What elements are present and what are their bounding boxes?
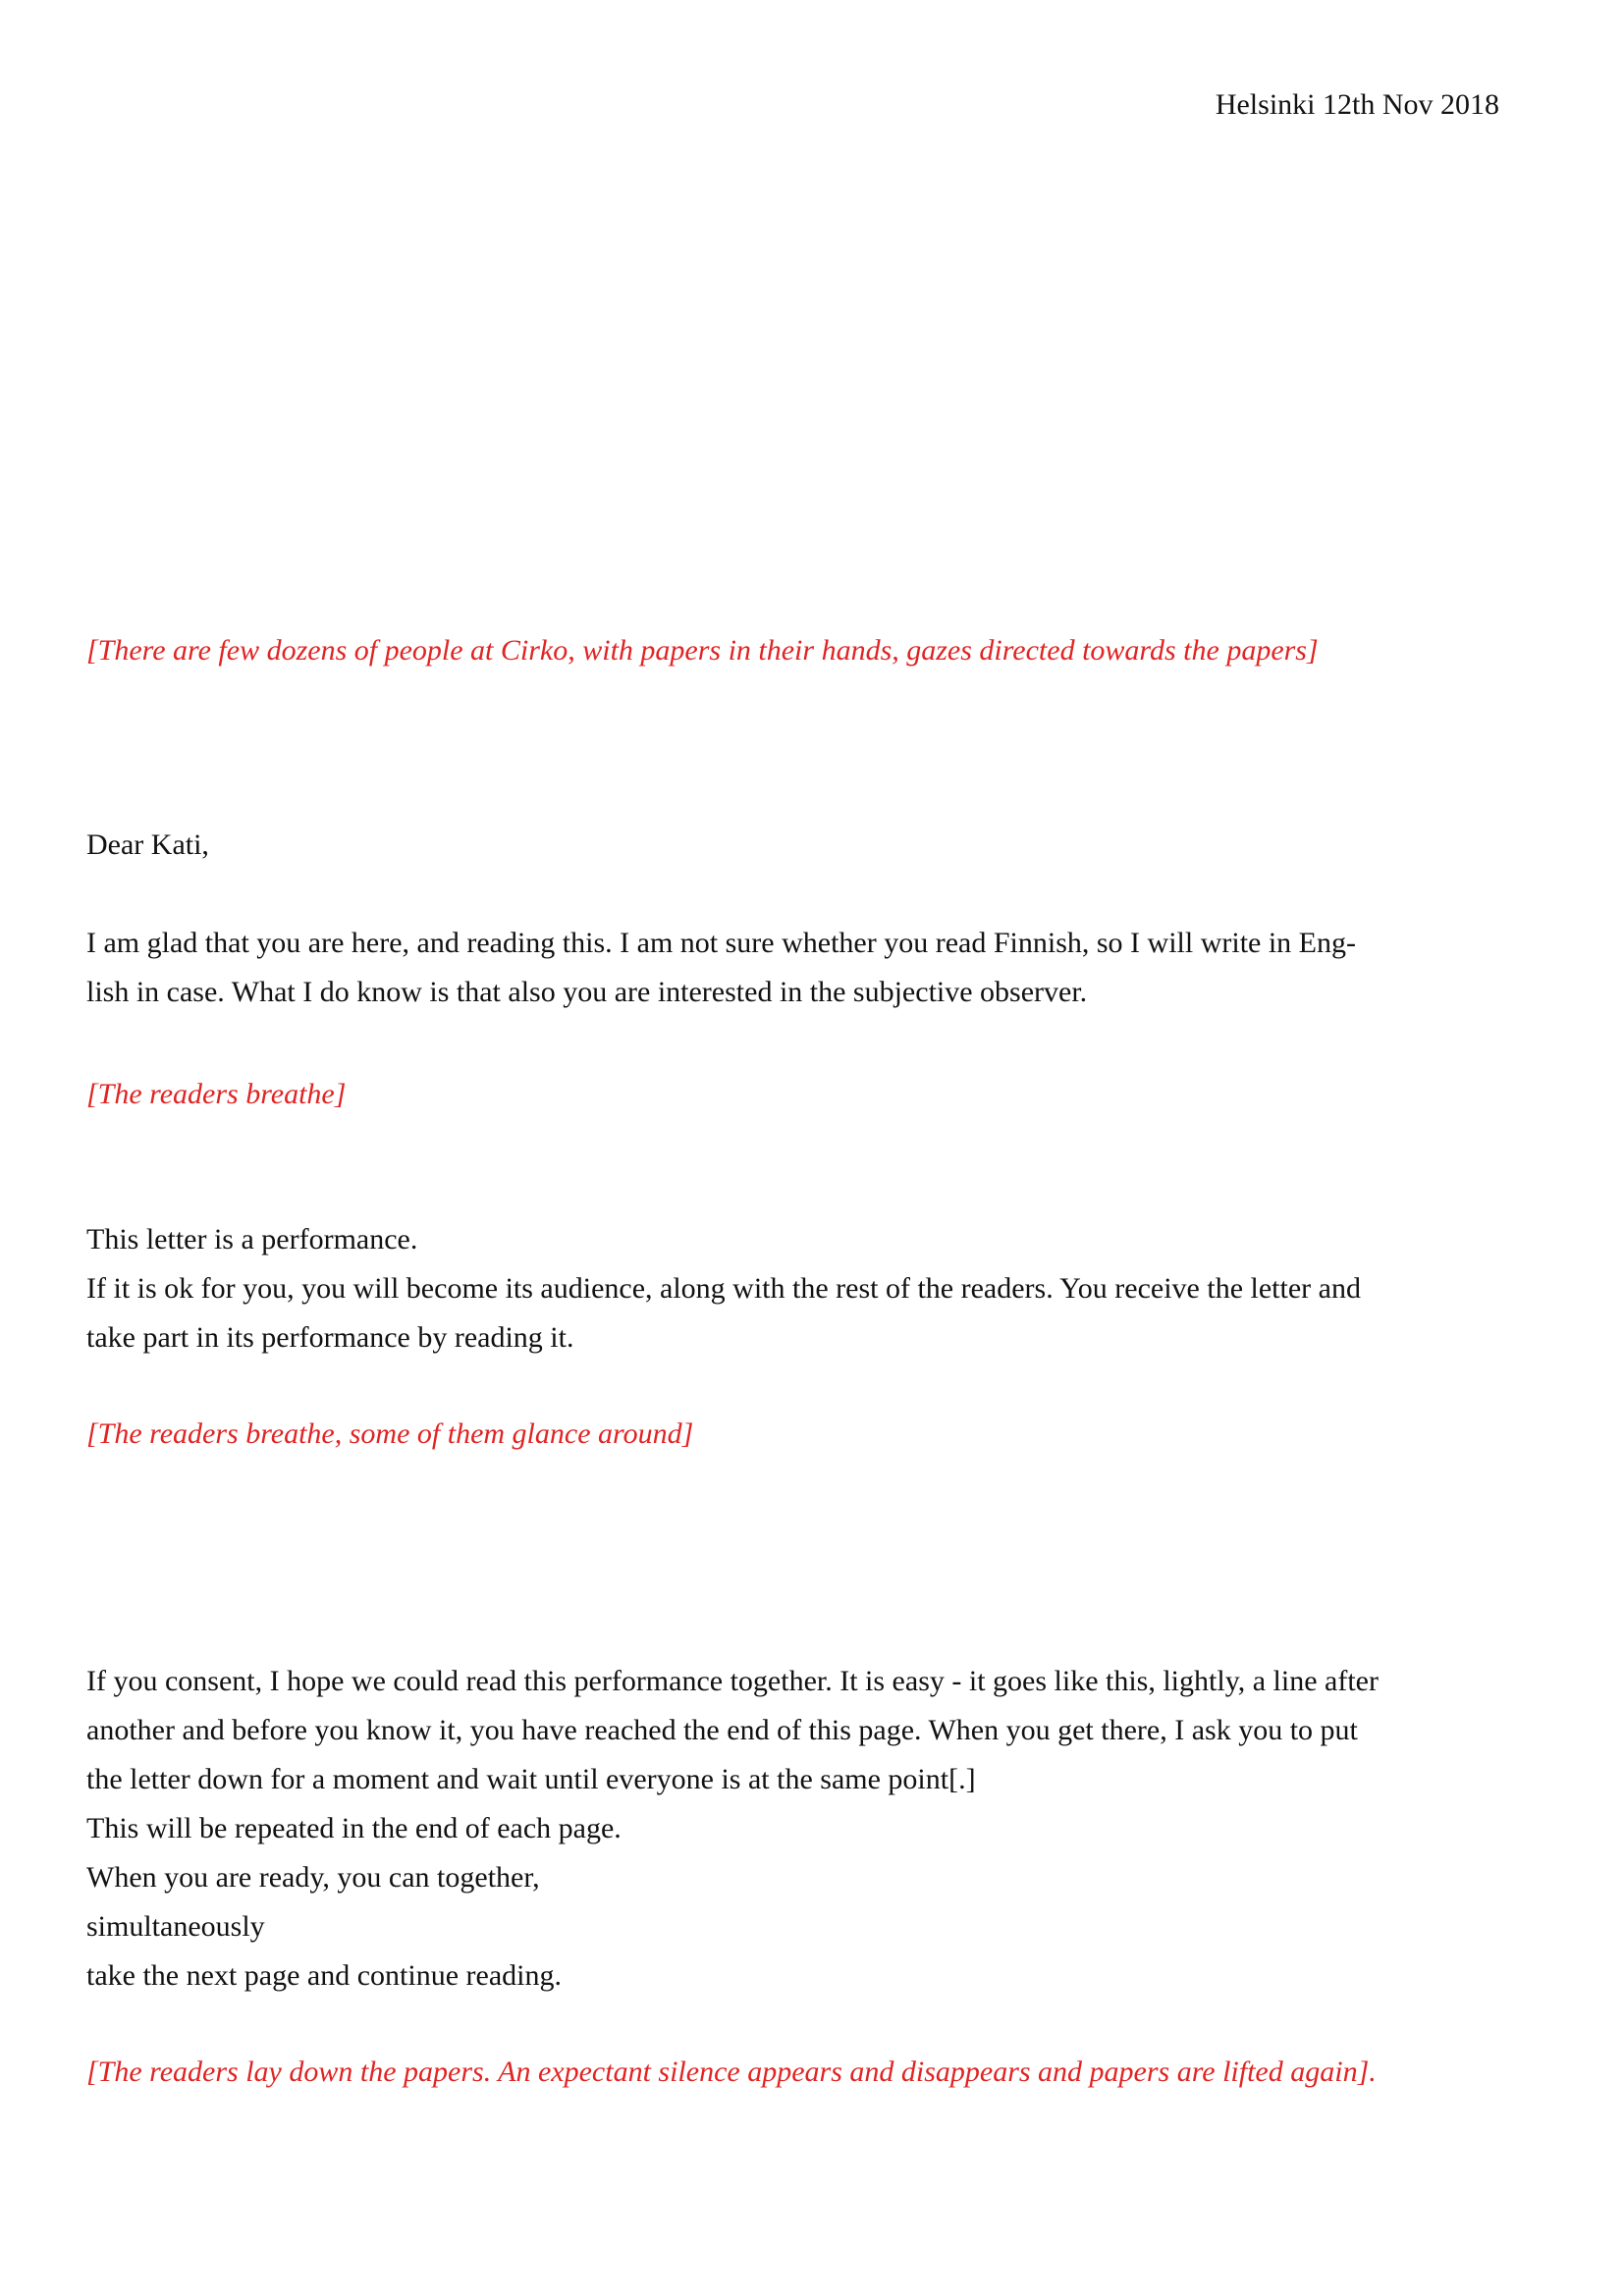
paragraph-line: simultaneously [86, 1910, 265, 1943]
paragraph-line: another and before you know it, you have reached the end of this page. When you get there, I ask you to put [86, 1714, 1358, 1746]
paragraph-line: When you are ready, you can together, [86, 1861, 540, 1894]
paragraph-line: the letter down for a moment and wait until everyone is at the same point[.] [86, 1763, 976, 1795]
paragraph-line: lish in case. What I do know is that also you are interested in the subjective observer. [86, 976, 1088, 1008]
paragraph-line: take the next page and continue reading. [86, 1959, 562, 1992]
paragraph-2 [86, 1215, 1516, 1362]
paragraph-line: If it is ok for you, you will become its audience, along with the rest of the readers. You receive the letter and [86, 1272, 1361, 1305]
paragraph-1 [86, 919, 1516, 1017]
paragraph-line: This letter is a performance. [86, 1223, 418, 1255]
paragraph-line: take part in its performance by reading it. [86, 1321, 574, 1354]
stage-direction-3: [The readers breathe, some of them glance around] [86, 1417, 694, 1450]
paragraph-3 [86, 1657, 1516, 2001]
paragraph-line: I am glad that you are here, and reading this. I am not sure whether you read Finnish, so I will write in Eng- [86, 927, 1356, 959]
paragraph-line: If you consent, I hope we could read this performance together. It is easy - it goes like this, lightly, a line after [86, 1665, 1379, 1697]
stage-direction-1: [There are few dozens of people at Cirko, with papers in their hands, gazes directed towards the papers] [86, 634, 1319, 667]
dateline: Helsinki 12th Nov 2018 [1215, 88, 1499, 121]
salutation: Dear Kati, [86, 828, 209, 861]
paragraph-line: This will be repeated in the end of each page. [86, 1812, 622, 1844]
stage-direction-4: [The readers lay down the papers. An expectant silence appears and disappears and papers are lifted again]. [86, 2056, 1377, 2088]
stage-direction-2: [The readers breathe] [86, 1078, 347, 1110]
